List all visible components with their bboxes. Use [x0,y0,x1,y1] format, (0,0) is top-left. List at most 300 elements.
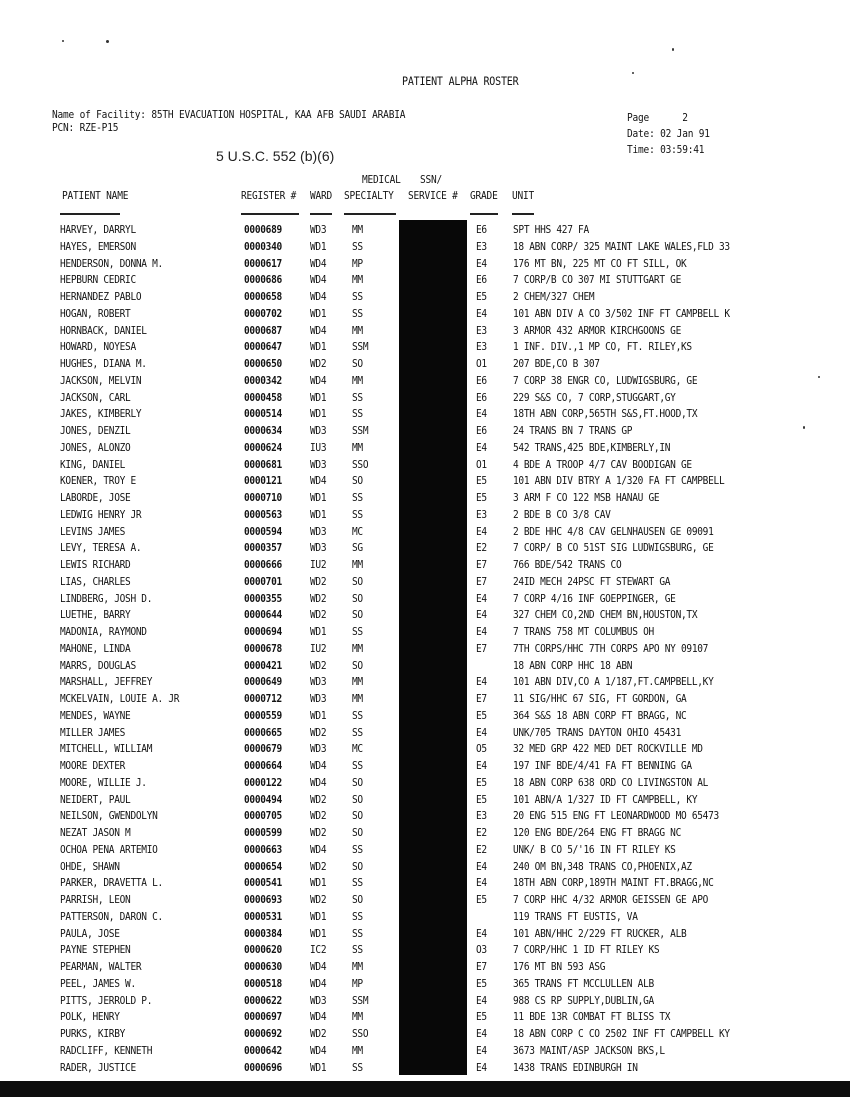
grade: E4 [476,307,487,320]
patient-name: NEZAT JASON M [60,827,131,840]
table-row [0,274,850,291]
register-number: 0000658 [244,291,282,304]
unit: 20 ENG 515 ENG FT LEONARDWOOD MO 65473 [513,810,719,823]
ward: WD4 [310,475,327,488]
grade: E4 [476,525,487,538]
register-number: 0000679 [244,743,282,756]
patient-name: PITTS, JERROLD P. [60,994,153,1007]
ward: WD3 [310,458,327,471]
ward: WD2 [310,659,327,672]
table-row [0,308,850,325]
scan-speck [803,426,805,429]
register-number: 0000563 [244,508,282,521]
patient-name: RADCLIFF, KENNETH [60,1044,153,1057]
grade: E4 [476,257,487,270]
scan-edge [0,1081,850,1097]
table-row [0,375,850,392]
medical-specialty: MM [352,1044,363,1057]
grade: E4 [476,860,487,873]
table-row [0,660,850,677]
table-row [0,609,850,626]
medical-specialty: MM [352,961,363,974]
register-number: 0000642 [244,1044,282,1057]
ward: IU2 [310,559,327,572]
ward: WD1 [310,508,327,521]
register-number: 0000594 [244,525,282,538]
medical-specialty: SO [352,793,363,806]
ward: WD3 [310,425,327,438]
medical-specialty: SO [352,860,363,873]
table-row [0,258,850,275]
patient-name: HORNBACK, DANIEL [60,324,147,337]
medical-specialty: MM [352,559,363,572]
unit: 18TH ABN CORP,565TH S&S,FT.HOOD,TX [513,408,698,421]
patient-name: NEIDERT, PAUL [60,793,131,806]
table-row [0,877,850,894]
unit: 766 BDE/542 TRANS CO [513,559,622,572]
grade: E6 [476,391,487,404]
unit: 4 BDE A TROOP 4/7 CAV BOODIGAN GE [513,458,692,471]
table-row [0,509,850,526]
unit: 176 MT BN 593 ASG [513,961,606,974]
medical-specialty: MM [352,693,363,706]
ward: WD1 [310,877,327,890]
register-number: 0000702 [244,307,282,320]
col-header-unit: UNIT [512,190,535,203]
register-number: 0000342 [244,374,282,387]
grade: E4 [476,592,487,605]
grade: E7 [476,961,487,974]
ward: WD2 [310,827,327,840]
header-underline [470,213,498,215]
medical-specialty: SS [352,508,363,521]
register-number: 0000421 [244,659,282,672]
grade: O3 [476,944,487,957]
grade: E5 [476,291,487,304]
unit: 101 ABN/A 1/327 ID FT CAMPBELL, KY [513,793,698,806]
facility-name: Name of Facility: 85TH EVACUATION HOSPITAL, KAA AFB SAUDI ARABIA [52,109,406,122]
unit: 7TH CORPS/HHC 7TH CORPS APO NY 09107 [513,642,709,655]
register-number: 0000701 [244,575,282,588]
patient-name: LIAS, CHARLES [60,575,131,588]
grade: E2 [476,827,487,840]
unit: 7 TRANS 758 MT COLUMBUS OH [513,626,654,639]
table-row [0,827,850,844]
medical-specialty: SG [352,542,363,555]
grade: E4 [476,676,487,689]
table-row [0,475,850,492]
medical-specialty: SS [352,709,363,722]
patient-name: HUGHES, DIANA M. [60,358,147,371]
table-row [0,743,850,760]
register-number: 0000634 [244,425,282,438]
patient-name: PATTERSON, DARON C. [60,910,163,923]
ward: WD2 [310,358,327,371]
report-title: PATIENT ALPHA ROSTER [402,76,519,89]
header-underline [60,213,120,215]
patient-name: MENDES, WAYNE [60,709,131,722]
ward: WD1 [310,927,327,940]
register-number: 0000696 [244,1061,282,1074]
medical-specialty: SO [352,659,363,672]
table-row [0,1045,850,1062]
patient-name: LEDWIG HENRY JR [60,508,142,521]
ward: WD4 [310,257,327,270]
ward: WD3 [310,676,327,689]
col-header-grade: GRADE [470,190,498,203]
table-row [0,1062,850,1079]
patient-name: PEARMAN, WALTER [60,961,142,974]
grade: O1 [476,358,487,371]
grade: E4 [476,994,487,1007]
table-row [0,593,850,610]
header-underline [241,213,299,215]
table-row [0,408,850,425]
patient-name: MILLER JAMES [60,726,126,739]
medical-specialty: SS [352,307,363,320]
table-row [0,760,850,777]
patient-name: JACKSON, CARL [60,391,131,404]
medical-specialty: SS [352,927,363,940]
patient-name: MADONIA, RAYMOND [60,626,147,639]
register-number: 0000647 [244,341,282,354]
table-row [0,911,850,928]
table-row [0,442,850,459]
register-number: 0000617 [244,257,282,270]
register-number: 0000689 [244,224,282,237]
medical-specialty: SO [352,475,363,488]
register-number: 0000694 [244,626,282,639]
register-number: 0000686 [244,274,282,287]
scan-speck [106,40,109,43]
table-row [0,643,850,660]
patient-name: HEPBURN CEDRIC [60,274,136,287]
pcn-code: PCN: RZE-P15 [52,122,119,135]
table-row [0,676,850,693]
register-number: 0000693 [244,894,282,907]
medical-specialty: SSO [352,458,369,471]
table-row [0,241,850,258]
register-number: 0000664 [244,760,282,773]
grade: E5 [476,475,487,488]
table-row [0,961,850,978]
table-row [0,995,850,1012]
register-number: 0000630 [244,961,282,974]
unit: 101 ABN DIV BTRY A 1/320 FA FT CAMPBELL [513,475,725,488]
register-number: 0000541 [244,877,282,890]
table-row [0,291,850,308]
ward: WD4 [310,776,327,789]
ward: WD1 [310,391,327,404]
ward: WD3 [310,525,327,538]
unit: 24 TRANS BN 7 TRANS GP [513,425,633,438]
medical-specialty: MM [352,1011,363,1024]
patient-name: LINDBERG, JOSH D. [60,592,153,605]
unit: 176 MT BN, 225 MT CO FT SILL, OK [513,257,687,270]
medical-specialty: SS [352,291,363,304]
scan-speck [672,48,674,51]
unit: 18 ABN CORP HHC 18 ABN [513,659,633,672]
unit: 101 ABN DIV A CO 3/502 INF FT CAMPBELL K [513,307,730,320]
unit: 7 CORP 4/16 INF GOEPPINGER, GE [513,592,676,605]
scan-speck [632,72,634,74]
unit: UNK/705 TRANS DAYTON OHIO 45431 [513,726,682,739]
grade: E4 [476,626,487,639]
unit: 32 MED GRP 422 MED DET ROCKVILLE MD [513,743,703,756]
unit: 1438 TRANS EDINBURGH IN [513,1061,638,1074]
unit: 120 ENG BDE/264 ENG FT BRAGG NC [513,827,682,840]
unit: 2 BDE B CO 3/8 CAV [513,508,611,521]
medical-specialty: SSO [352,1028,369,1041]
register-number: 0000357 [244,542,282,555]
patient-name: JONES, ALONZO [60,441,131,454]
ward: WD1 [310,240,327,253]
header-underline [310,213,332,215]
unit: 7 CORP/B CO 307 MI STUTTGART GE [513,274,682,287]
patient-name: HENDERSON, DONNA M. [60,257,163,270]
medical-specialty: SS [352,910,363,923]
unit: 7 CORP 38 ENGR CO, LUDWIGSBURG, GE [513,374,698,387]
grade: E6 [476,224,487,237]
register-number: 0000518 [244,977,282,990]
medical-specialty: MM [352,441,363,454]
patient-name: MOORE DEXTER [60,760,126,773]
register-number: 0000705 [244,810,282,823]
grade: E2 [476,542,487,555]
register-number: 0000384 [244,927,282,940]
grade: E4 [476,408,487,421]
patient-name: MAHONE, LINDA [60,642,131,655]
ward: IU3 [310,441,327,454]
grade: E3 [476,341,487,354]
grade: E4 [476,726,487,739]
medical-specialty: SSM [352,341,369,354]
patient-name: PAULA, JOSE [60,927,120,940]
grade: E6 [476,425,487,438]
ward: WD2 [310,609,327,622]
medical-specialty: MM [352,324,363,337]
grade: E5 [476,894,487,907]
ward: WD1 [310,408,327,421]
patient-name: MCKELVAIN, LOUIE A. JR [60,693,180,706]
patient-name: HARVEY, DARRYL [60,224,136,237]
register-number: 0000665 [244,726,282,739]
grade: E5 [476,776,487,789]
table-row [0,425,850,442]
col-header-ssn-top: SSN/ [420,174,443,187]
grade: E7 [476,559,487,572]
ward: WD1 [310,626,327,639]
unit: 364 S&S 18 ABN CORP FT BRAGG, NC [513,709,687,722]
medical-specialty: SS [352,760,363,773]
table-row [0,325,850,342]
ward: WD4 [310,274,327,287]
grade: E3 [476,324,487,337]
register-number: 0000624 [244,441,282,454]
ward: WD3 [310,542,327,555]
col-header-name: PATIENT NAME [62,190,129,203]
table-row [0,358,850,375]
ward: WD3 [310,994,327,1007]
col-header-ssn: SERVICE # [408,190,458,203]
table-row [0,626,850,643]
ward: WD1 [310,341,327,354]
grade: E3 [476,810,487,823]
register-number: 0000122 [244,776,282,789]
ward: WD2 [310,894,327,907]
medical-specialty: SO [352,592,363,605]
ward: WD2 [310,793,327,806]
grade: E4 [476,1028,487,1041]
report-date: Date: 02 Jan 91 [627,128,710,141]
ward: WD1 [310,492,327,505]
register-number: 0000620 [244,944,282,957]
table-row [0,978,850,995]
table-row [0,392,850,409]
register-number: 0000666 [244,559,282,572]
medical-specialty: MM [352,642,363,655]
medical-specialty: SO [352,575,363,588]
col-header-specialty: SPECIALTY [344,190,394,203]
register-number: 0000599 [244,827,282,840]
register-number: 0000712 [244,693,282,706]
medical-specialty: SO [352,827,363,840]
grade: E7 [476,642,487,655]
patient-name: LEVY, TERESA A. [60,542,142,555]
ward: WD4 [310,961,327,974]
grade: E7 [476,575,487,588]
patient-name: PEEL, JAMES W. [60,977,136,990]
patient-name: LEWIS RICHARD [60,559,131,572]
unit: 18 ABN CORP C CO 2502 INF FT CAMPBELL KY [513,1028,730,1041]
grade: E7 [476,693,487,706]
medical-specialty: MM [352,224,363,237]
register-number: 0000654 [244,860,282,873]
grade: E6 [476,374,487,387]
medical-specialty: MM [352,274,363,287]
patient-name: LABORDE, JOSE [60,492,131,505]
grade: E4 [476,1061,487,1074]
table-row [0,576,850,593]
register-number: 0000494 [244,793,282,806]
grade: O5 [476,743,487,756]
table-row [0,794,850,811]
unit: 240 OM BN,348 TRANS CO,PHOENIX,AZ [513,860,692,873]
unit: 3673 MAINT/ASP JACKSON BKS,L [513,1044,665,1057]
medical-specialty: MM [352,374,363,387]
ward: IC2 [310,944,327,957]
patient-name: JAKES, KIMBERLY [60,408,142,421]
register-number: 0000531 [244,910,282,923]
ward: WD4 [310,291,327,304]
medical-specialty: SS [352,408,363,421]
grade: E4 [476,760,487,773]
unit: 18 ABN CORP/ 325 MAINT LAKE WALES,FLD 33 [513,240,730,253]
patient-name: JONES, DENZIL [60,425,131,438]
table-row [0,526,850,543]
unit: 101 ABN DIV,CO A 1/187,FT.CAMPBELL,KY [513,676,714,689]
register-number: 0000644 [244,609,282,622]
unit: 2 BDE HHC 4/8 CAV GELNHAUSEN GE 09091 [513,525,714,538]
unit: 3 ARM F CO 122 MSB HANAU GE [513,492,660,505]
medical-specialty: MM [352,676,363,689]
patient-name: HOGAN, ROBERT [60,307,131,320]
table-row [0,710,850,727]
patient-name: OHDE, SHAWN [60,860,120,873]
unit: 7 CORP/HHC 1 ID FT RILEY KS [513,944,660,957]
redaction-statute: 5 U.S.C. 552 (b)(6) [216,148,335,164]
ward: WD4 [310,977,327,990]
ward: WD1 [310,709,327,722]
unit: 7 CORP HHC 4/32 ARMOR GEISSEN GE APO [513,894,709,907]
ward: WD4 [310,760,327,773]
unit: 3 ARMOR 432 ARMOR KIRCHGOONS GE [513,324,682,337]
ward: WD2 [310,726,327,739]
medical-specialty: MC [352,743,363,756]
register-number: 0000678 [244,642,282,655]
patient-name: NEILSON, GWENDOLYN [60,810,158,823]
table-row [0,928,850,945]
scan-speck [818,376,820,378]
patient-name: OCHOA PENA ARTEMIO [60,843,158,856]
grade: O1 [476,458,487,471]
col-header-ward: WARD [310,190,333,203]
patient-name: MARRS, DOUGLAS [60,659,136,672]
ward: WD2 [310,592,327,605]
ward: WD4 [310,1011,327,1024]
register-number: 0000622 [244,994,282,1007]
unit: 542 TRANS,425 BDE,KIMBERLY,IN [513,441,671,454]
patient-name: KING, DANIEL [60,458,126,471]
grade: E4 [476,927,487,940]
register-number: 0000514 [244,408,282,421]
grade: E5 [476,793,487,806]
patient-name: POLK, HENRY [60,1011,120,1024]
col-header-register: REGISTER # [241,190,297,203]
table-row [0,810,850,827]
grade: E4 [476,877,487,890]
patient-name: MITCHELL, WILLIAM [60,743,153,756]
medical-specialty: SS [352,726,363,739]
ward: WD3 [310,693,327,706]
ward: WD2 [310,1028,327,1041]
unit: UNK/ B CO 5/'16 IN FT RILEY KS [513,843,676,856]
medical-specialty: SO [352,609,363,622]
patient-name: JACKSON, MELVIN [60,374,142,387]
ward: WD4 [310,324,327,337]
grade: E4 [476,1044,487,1057]
table-row [0,224,850,241]
medical-specialty: SS [352,877,363,890]
col-header-specialty-top: MEDICAL [362,174,401,187]
medical-specialty: SS [352,1061,363,1074]
table-row [0,944,850,961]
patient-name: PURKS, KIRBY [60,1028,126,1041]
grade: E3 [476,240,487,253]
ward: WD4 [310,374,327,387]
register-number: 0000458 [244,391,282,404]
register-number: 0000650 [244,358,282,371]
patient-name: PAYNE STEPHEN [60,944,131,957]
patient-name: LUETHE, BARRY [60,609,131,622]
ward: WD1 [310,910,327,923]
ward: WD1 [310,307,327,320]
table-row [0,894,850,911]
ward: IU2 [310,642,327,655]
ward: WD2 [310,810,327,823]
grade: E4 [476,441,487,454]
patient-name: HOWARD, NOYESA [60,341,136,354]
